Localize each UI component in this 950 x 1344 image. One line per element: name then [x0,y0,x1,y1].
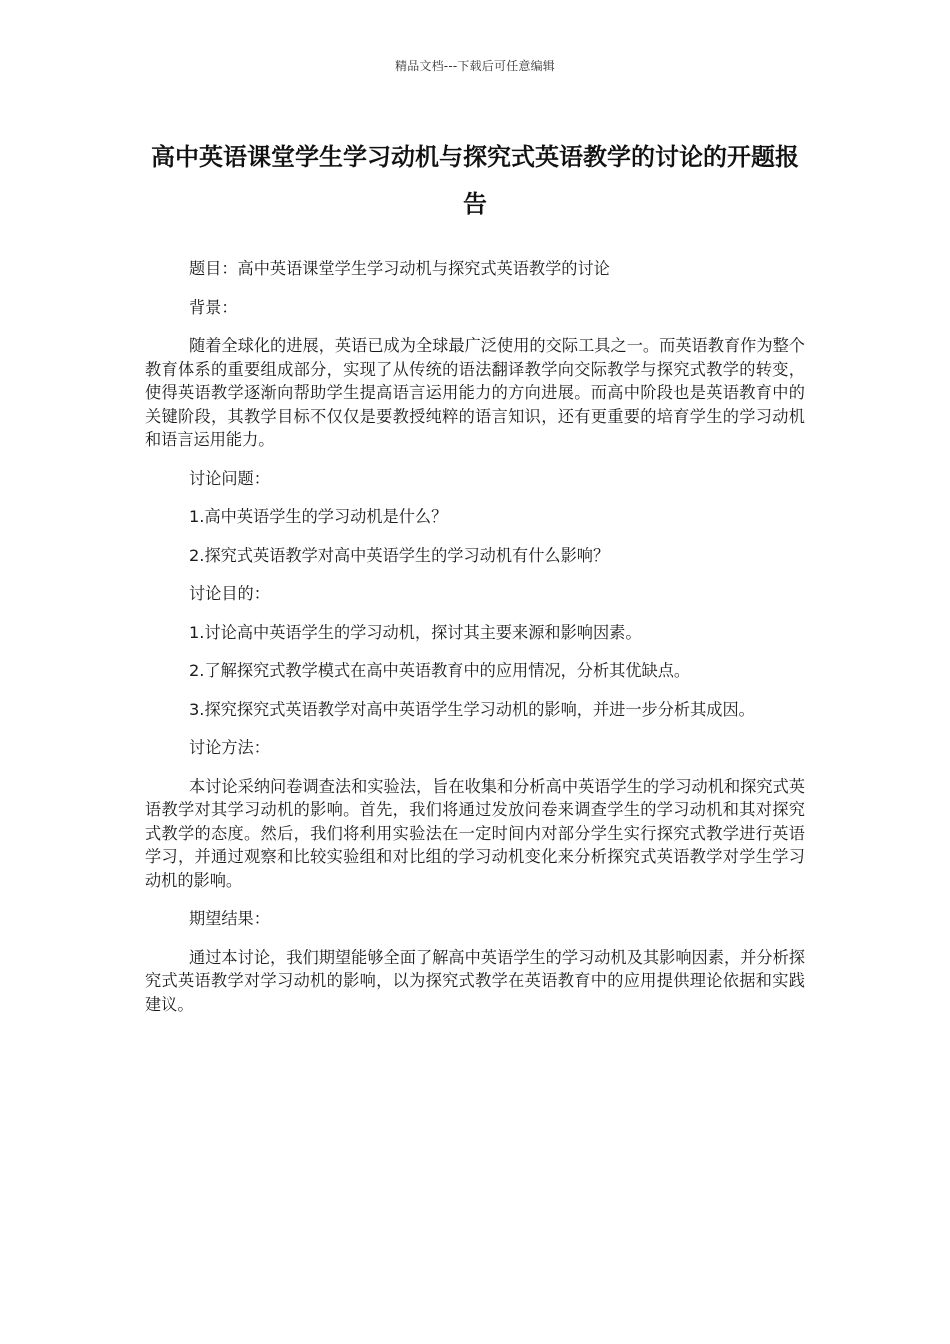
method-heading: 讨论方法： [189,738,270,757]
background-paragraph: 随着全球化的进展，英语已成为全球最广泛使用的交际工具之一。而英语教育作为整个教育体系的重要组成部分，实现了从传统的语法翻译教学向交际教学与探究式教学的转变，使得英语教学逐渐向帮助学生提高语言运用能力的方向进展。而高中阶段也是英语教育中的关键阶段，其教学目标不仅仅是要教授纯粹的语言知识，还有更重要的培育学生的学习动机和语言运用能力。 [145,336,805,449]
purpose-heading: 讨论目的： [189,584,270,603]
purpose-item: 2.了解探究式教学模式在高中英语教育中的应用情况，分析其优缺点。 [189,661,691,680]
document-body [145,257,805,1016]
question-item: 1.高中英语学生的学习动机是什么？ [189,507,448,526]
document-title: 高中英语课堂学生学习动机与探究式英语教学的讨论的开题报告 [151,143,799,218]
question-item: 2.探究式英语教学对高中英语学生的学习动机有什么影响？ [189,545,610,565]
method-paragraph: 本讨论采纳问卷调查法和实验法，旨在收集和分析高中英语学生的学习动机和探究式英语教学对其学习动机的影响。首先，我们将通过发放问卷来调查学生的学习动机和其对探究式教学的态度。然后，我们将利用实验法在一定时间内对部分学生实行探究式教学进行英语学习，并通过观察和比较实验组和对比组的学习动机变化来分析探究式英语教学对学生学习动机的影响。 [145,776,805,890]
results-paragraph: 通过本讨论，我们期望能够全面了解高中英语学生的学习动机及其影响因素，并分析探究式英语教学对学习动机的影响，以为探究式教学在英语教育中的应用提供理论依据和实践建议。 [145,947,805,1014]
questions-heading: 讨论问题： [189,468,270,488]
header-note: 精品文档---下载后可任意编辑 [395,59,555,73]
topic-line: 题目：高中英语课堂学生学习动机与探究式英语教学的讨论 [189,259,610,278]
background-heading: 背景： [189,297,238,317]
results-heading: 期望结果： [189,909,270,928]
purpose-item: 3.探究探究式英语教学对高中英语学生学习动机的影响，并进一步分析其成因。 [189,699,755,719]
purpose-item: 1.讨论高中英语学生的学习动机，探讨其主要来源和影响因素。 [189,622,642,642]
